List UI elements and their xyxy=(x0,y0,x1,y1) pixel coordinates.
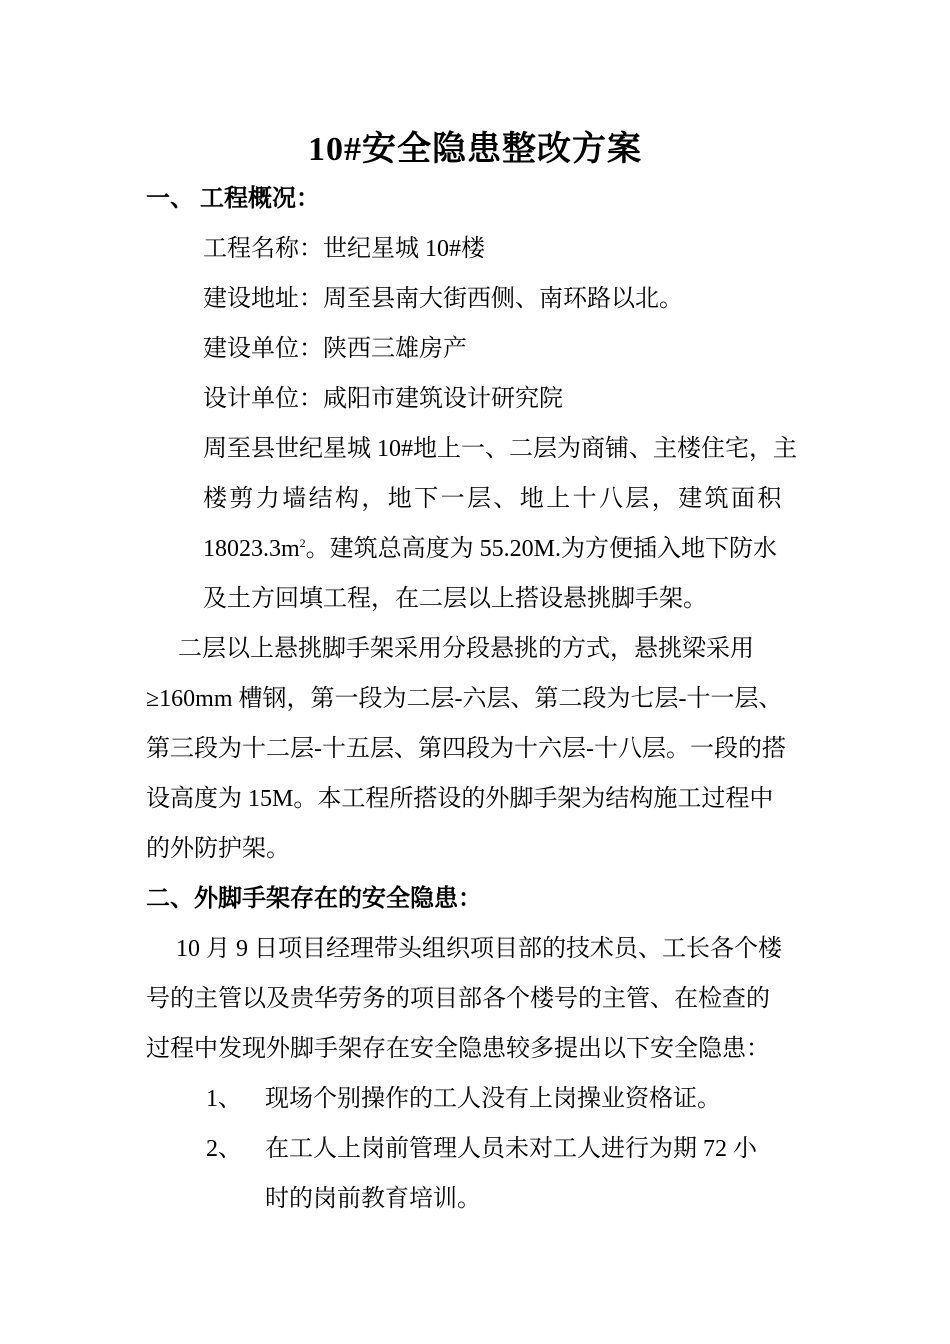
inspection-paragraph-line-3: 过程中发现外脚手架存在安全隐患较多提出以下安全隐患： xyxy=(146,1036,770,1062)
overview-text: 。建筑总高度为 55.20M.为方便插入地下防水 xyxy=(305,536,778,562)
project-name: 工程名称：世纪星城 10#楼 xyxy=(203,236,485,262)
inspection-paragraph-line-2: 号的主管以及贵华劳务的项目部各个楼号的主管、在检查的 xyxy=(146,986,770,1012)
hazard-item-number: 1、 xyxy=(206,1086,242,1112)
overview-line-2 xyxy=(203,481,803,517)
hazard-item-text: 现场个别操作的工人没有上岗操业资格证。 xyxy=(265,1086,721,1112)
document-title: 10#安全隐患整改方案 xyxy=(308,131,642,168)
scaffold-paragraph-line-3: 第三段为十二层-十五层、第四段为十六层-十八层。一段的搭 xyxy=(146,736,786,762)
inspection-paragraph-line-1: 10 月 9 日项目经理带头组织项目部的技术员、工长各个楼 xyxy=(176,936,782,962)
section1-heading: 一、 工程概况： xyxy=(146,186,320,212)
scaffold-paragraph-line-4: 设高度为 15M。本工程所搭设的外脚手架为结构施工过程中 xyxy=(146,786,774,812)
scaffold-paragraph-line-5: 的外防护架。 xyxy=(146,836,290,862)
overview-line-4: 及土方回填工程，在二层以上搭设悬挑脚手架。 xyxy=(203,586,707,612)
overview-line-1 xyxy=(203,431,803,467)
scaffold-paragraph-line-2: ≥160mm 槽钢，第一段为二层-六层、第二段为七层-十一层、 xyxy=(146,686,783,712)
section2-heading: 二、外脚手架存在的安全隐患： xyxy=(146,886,482,912)
overview-text: 楼剪力墙结构，地下一层、地上十八层，建筑面积 xyxy=(203,486,784,512)
construction-address: 建设地址：周至县南大街西侧、南环路以北。 xyxy=(203,286,683,312)
scaffold-paragraph-line-1: 二层以上悬挑脚手架采用分段悬挑的方式，悬挑梁采用 xyxy=(178,636,754,662)
area-value: 18023.3m xyxy=(203,536,300,562)
hazard-item-text: 时的岗前教育培训。 xyxy=(265,1186,481,1212)
overview-line-3 xyxy=(203,531,777,567)
construction-unit: 建设单位：陕西三雄房产 xyxy=(203,336,467,362)
overview-text: 周至县世纪星城 10#地上一、二层为商铺、主楼住宅，主 xyxy=(203,436,797,462)
design-unit: 设计单位：咸阳市建筑设计研究院 xyxy=(203,386,563,412)
hazard-item-text: 在工人上岗前管理人员未对工人进行为期 72 小 xyxy=(265,1136,757,1162)
area-superscript: 2 xyxy=(299,536,306,550)
hazard-item-number: 2、 xyxy=(206,1136,242,1162)
